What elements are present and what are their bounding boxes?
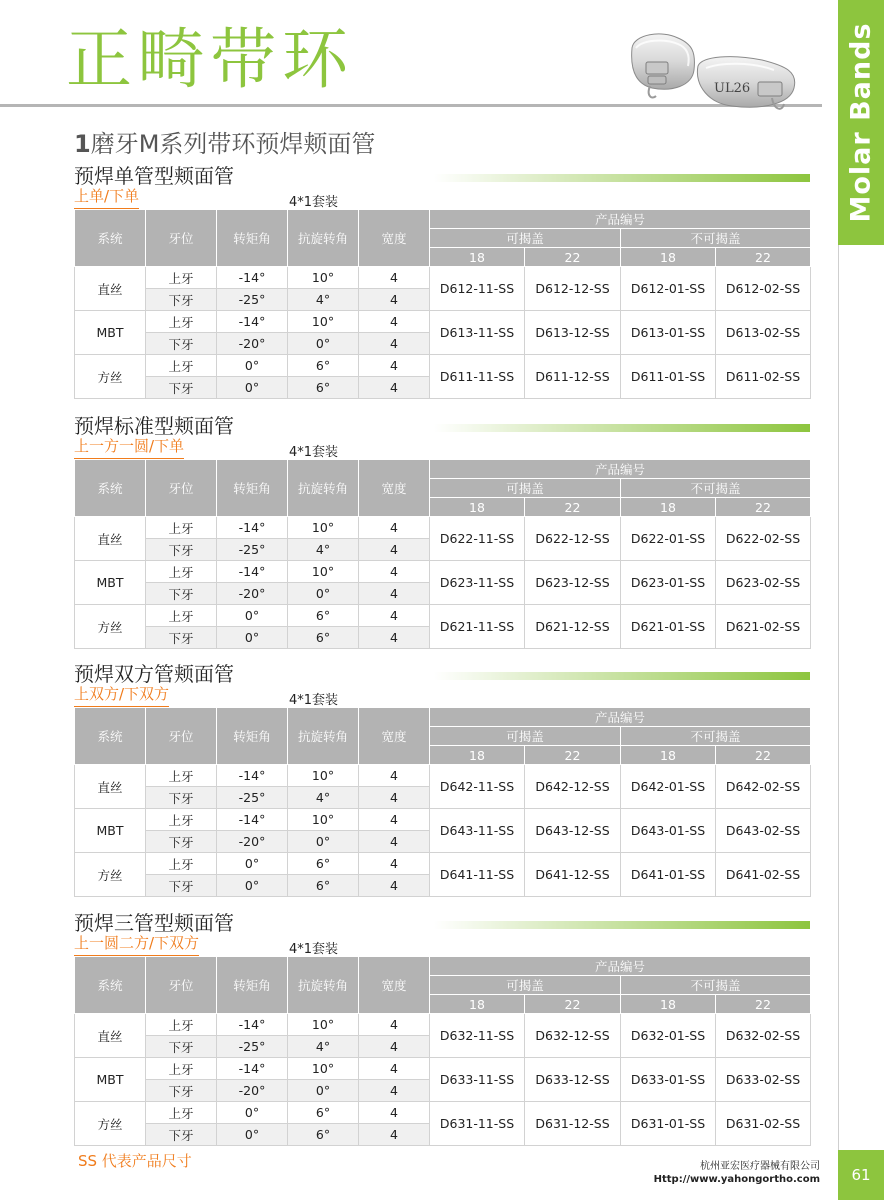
product-code-cell: D642-02-SS [716,765,811,809]
tooth-cell: 下牙 [146,1124,217,1146]
product-code-cell: D621-01-SS [621,605,716,649]
rotation-cell: 6° [288,1124,359,1146]
header-size-18: 18 [621,746,716,765]
torque-cell: 0° [217,627,288,649]
header-size-22: 22 [525,995,621,1014]
tooth-cell: 上牙 [146,517,217,539]
product-code-cell: D621-02-SS [716,605,811,649]
product-code-cell: D622-12-SS [525,517,621,561]
table-row [75,561,811,583]
company-name: 杭州亚宏医疗器械有限公司 [700,1161,820,1172]
torque-cell: -20° [217,333,288,355]
width-cell: 4 [359,831,430,853]
block-title: 预焊单管型颊面管 [74,164,234,188]
width-cell: 4 [359,875,430,897]
header-size-18: 18 [621,248,716,267]
product-code-cell: D613-01-SS [621,311,716,355]
product-code-cell: D623-01-SS [621,561,716,605]
header-torque: 转矩角 [217,460,288,517]
product-code-cell: D632-11-SS [430,1014,525,1058]
product-code-cell: D622-11-SS [430,517,525,561]
page-title: 正畸带环 [66,21,354,98]
torque-cell: -14° [217,517,288,539]
width-cell: 4 [359,311,430,333]
product-code-cell: D623-11-SS [430,561,525,605]
product-code-cell: D641-01-SS [621,853,716,897]
rotation-cell: 6° [288,355,359,377]
block-subtitle: 上单/下单 [74,186,139,209]
rotation-cell: 6° [288,605,359,627]
torque-cell: -20° [217,831,288,853]
product-code-cell: D611-02-SS [716,355,811,399]
width-cell: 4 [359,627,430,649]
header-tooth: 牙位 [146,460,217,517]
product-code-cell: D613-11-SS [430,311,525,355]
tooth-cell: 下牙 [146,787,217,809]
product-code-cell: D643-02-SS [716,809,811,853]
torque-cell: -25° [217,1036,288,1058]
header-non-removable: 不可揭盖 [621,976,811,995]
tooth-cell: 下牙 [146,289,217,311]
product-code-cell: D642-12-SS [525,765,621,809]
torque-cell: -14° [217,267,288,289]
rotation-cell: 10° [288,1014,359,1036]
rotation-cell: 0° [288,1080,359,1102]
rotation-cell: 10° [288,765,359,787]
header-product-code: 产品编号 [430,210,811,229]
header-width: 宽度 [359,957,430,1014]
product-block [74,410,810,650]
width-cell: 4 [359,605,430,627]
width-cell: 4 [359,333,430,355]
header-width: 宽度 [359,460,430,517]
page-number: 61 [851,1166,871,1184]
product-code-cell: D613-12-SS [525,311,621,355]
product-code-cell: D621-12-SS [525,605,621,649]
block-accent-line [434,672,810,680]
system-cell: 直丝 [75,267,146,311]
product-code-cell: D643-12-SS [525,809,621,853]
width-cell: 4 [359,1080,430,1102]
torque-cell: 0° [217,605,288,627]
block-accent-line [434,921,810,929]
pack-spec: 4*1套装 [289,445,339,460]
tooth-cell: 下牙 [146,583,217,605]
header-size-22: 22 [716,248,811,267]
block-accent-line [434,424,810,432]
section-heading [74,124,375,159]
rotation-cell: 0° [288,333,359,355]
block-accent-line [434,174,810,182]
width-cell: 4 [359,1014,430,1036]
product-code-cell: D612-12-SS [525,267,621,311]
product-code-cell: D612-01-SS [621,267,716,311]
table-row [75,853,811,875]
rotation-cell: 4° [288,787,359,809]
product-code-cell: D611-01-SS [621,355,716,399]
block-title: 预焊三管型颊面管 [74,911,234,935]
product-code-cell: D631-11-SS [430,1102,525,1146]
header-removable: 可揭盖 [430,727,621,746]
tooth-cell: 上牙 [146,853,217,875]
tooth-cell: 下牙 [146,377,217,399]
header-rotation: 抗旋转角 [288,957,359,1014]
torque-cell: -25° [217,289,288,311]
product-code-cell: D632-12-SS [525,1014,621,1058]
block-subtitle: 上一圆二方/下双方 [74,933,199,956]
header-rotation: 抗旋转角 [288,460,359,517]
product-code-cell: D642-01-SS [621,765,716,809]
table-row [75,765,811,787]
header-size-22: 22 [525,498,621,517]
header-size-18: 18 [621,995,716,1014]
torque-cell: -14° [217,1014,288,1036]
header-system: 系统 [75,957,146,1014]
torque-cell: -14° [217,561,288,583]
product-code-cell: D641-12-SS [525,853,621,897]
tooth-cell: 下牙 [146,627,217,649]
product-code-cell: D633-12-SS [525,1058,621,1102]
product-code-cell: D641-11-SS [430,853,525,897]
product-code-cell: D632-01-SS [621,1014,716,1058]
rotation-cell: 10° [288,1058,359,1080]
width-cell: 4 [359,809,430,831]
tooth-cell: 上牙 [146,1058,217,1080]
header-removable: 可揭盖 [430,479,621,498]
system-cell: 直丝 [75,765,146,809]
side-title [838,0,884,245]
header-system: 系统 [75,210,146,267]
system-cell: MBT [75,311,146,355]
torque-cell: -14° [217,765,288,787]
molar-band-image [622,26,818,122]
header-non-removable: 不可揭盖 [621,229,811,248]
header-tooth: 牙位 [146,708,217,765]
width-cell: 4 [359,765,430,787]
table-row [75,605,811,627]
spec-table [74,209,811,399]
product-code-cell: D611-12-SS [525,355,621,399]
header-size-22: 22 [716,995,811,1014]
product-code-cell: D622-02-SS [716,517,811,561]
pack-spec: 4*1套装 [289,942,339,957]
system-cell: 方丝 [75,605,146,649]
tooth-cell: 上牙 [146,809,217,831]
tooth-cell: 上牙 [146,311,217,333]
header-rotation: 抗旋转角 [288,708,359,765]
width-cell: 4 [359,289,430,311]
header-size-18: 18 [430,746,525,765]
tooth-cell: 上牙 [146,1102,217,1124]
torque-cell: 0° [217,1102,288,1124]
torque-cell: -25° [217,539,288,561]
block-subtitle: 上一方一圆/下单 [74,436,184,459]
torque-cell: 0° [217,1124,288,1146]
system-cell: 方丝 [75,1102,146,1146]
table-row [75,1014,811,1036]
product-code-cell: D633-01-SS [621,1058,716,1102]
product-code-cell: D631-02-SS [716,1102,811,1146]
header-width: 宽度 [359,210,430,267]
pack-spec: 4*1套装 [289,195,339,210]
width-cell: 4 [359,561,430,583]
page-number-box [838,1150,884,1200]
spec-table [74,707,811,897]
rotation-cell: 6° [288,377,359,399]
company-info [654,1160,820,1186]
header-system: 系统 [75,708,146,765]
width-cell: 4 [359,267,430,289]
rotation-cell: 6° [288,1102,359,1124]
torque-cell: 0° [217,377,288,399]
svg-text:UL26: UL26 [714,81,751,96]
tooth-cell: 下牙 [146,1080,217,1102]
system-cell: 直丝 [75,1014,146,1058]
torque-cell: 0° [217,355,288,377]
header-product-code: 产品编号 [430,460,811,479]
torque-cell: -20° [217,583,288,605]
tooth-cell: 上牙 [146,765,217,787]
tooth-cell: 下牙 [146,1036,217,1058]
header-rotation: 抗旋转角 [288,210,359,267]
rotation-cell: 4° [288,289,359,311]
product-block [74,907,810,1147]
rotation-cell: 6° [288,853,359,875]
rotation-cell: 4° [288,539,359,561]
header-size-22: 22 [716,746,811,765]
tooth-cell: 上牙 [146,605,217,627]
table-row [75,1102,811,1124]
product-code-cell: D623-12-SS [525,561,621,605]
product-code-cell: D622-01-SS [621,517,716,561]
system-cell: MBT [75,561,146,605]
rotation-cell: 10° [288,517,359,539]
tooth-cell: 下牙 [146,539,217,561]
header-size-18: 18 [430,248,525,267]
product-block [74,160,810,400]
block-title: 预焊双方管颊面管 [74,662,234,686]
product-code-cell: D623-02-SS [716,561,811,605]
torque-cell: 0° [217,875,288,897]
rotation-cell: 10° [288,561,359,583]
product-code-cell: D631-01-SS [621,1102,716,1146]
system-cell: 直丝 [75,517,146,561]
product-code-cell: D643-01-SS [621,809,716,853]
spec-table [74,956,811,1146]
header-torque: 转矩角 [217,210,288,267]
rotation-cell: 6° [288,627,359,649]
pack-spec: 4*1套装 [289,693,339,708]
width-cell: 4 [359,377,430,399]
side-strip-panel [838,245,884,1150]
width-cell: 4 [359,583,430,605]
tooth-cell: 上牙 [146,1014,217,1036]
block-title: 预焊标准型颊面管 [74,414,234,438]
torque-cell: 0° [217,853,288,875]
header-product-code: 产品编号 [430,957,811,976]
table-row [75,517,811,539]
tooth-cell: 下牙 [146,333,217,355]
system-cell: 方丝 [75,853,146,897]
spec-table [74,459,811,649]
torque-cell: -25° [217,787,288,809]
tooth-cell: 上牙 [146,355,217,377]
product-block [74,658,810,898]
header-tooth: 牙位 [146,957,217,1014]
rotation-cell: 10° [288,267,359,289]
product-code-cell: D642-11-SS [430,765,525,809]
header-removable: 可揭盖 [430,976,621,995]
rotation-cell: 0° [288,583,359,605]
product-code-cell: D643-11-SS [430,809,525,853]
table-row [75,355,811,377]
header-size-22: 22 [525,746,621,765]
header-removable: 可揭盖 [430,229,621,248]
rotation-cell: 10° [288,809,359,831]
header-non-removable: 不可揭盖 [621,727,811,746]
section-number: 1 [74,130,91,158]
width-cell: 4 [359,355,430,377]
header-torque: 转矩角 [217,708,288,765]
tooth-cell: 下牙 [146,831,217,853]
table-row [75,809,811,831]
product-code-cell: D612-11-SS [430,267,525,311]
torque-cell: -20° [217,1080,288,1102]
table-row [75,267,811,289]
side-title-label: Molar Bands [845,22,877,223]
product-code-cell: D612-02-SS [716,267,811,311]
header-size-22: 22 [716,498,811,517]
width-cell: 4 [359,539,430,561]
width-cell: 4 [359,787,430,809]
system-cell: MBT [75,809,146,853]
width-cell: 4 [359,1036,430,1058]
product-code-cell: D621-11-SS [430,605,525,649]
product-code-cell: D631-12-SS [525,1102,621,1146]
rotation-cell: 4° [288,1036,359,1058]
rotation-cell: 6° [288,875,359,897]
header-size-22: 22 [525,248,621,267]
header-product-code: 产品编号 [430,708,811,727]
product-code-cell: D633-02-SS [716,1058,811,1102]
rotation-cell: 10° [288,311,359,333]
tooth-cell: 上牙 [146,267,217,289]
product-code-cell: D633-11-SS [430,1058,525,1102]
torque-cell: -14° [217,1058,288,1080]
table-row [75,311,811,333]
product-code-cell: D611-11-SS [430,355,525,399]
product-code-cell: D613-02-SS [716,311,811,355]
rotation-cell: 0° [288,831,359,853]
header-torque: 转矩角 [217,957,288,1014]
torque-cell: -14° [217,311,288,333]
product-code-cell: D641-02-SS [716,853,811,897]
table-row [75,1058,811,1080]
header-size-18: 18 [430,995,525,1014]
header-size-18: 18 [430,498,525,517]
tooth-cell: 下牙 [146,875,217,897]
header-width: 宽度 [359,708,430,765]
product-code-cell: D632-02-SS [716,1014,811,1058]
header-size-18: 18 [621,498,716,517]
width-cell: 4 [359,517,430,539]
width-cell: 4 [359,853,430,875]
header-tooth: 牙位 [146,210,217,267]
torque-cell: -14° [217,809,288,831]
header-system: 系统 [75,460,146,517]
footnote: SS 代表产品尺寸 [78,1152,192,1170]
width-cell: 4 [359,1102,430,1124]
section-title: 磨牙M系列带环预焊颊面管 [90,130,376,158]
width-cell: 4 [359,1124,430,1146]
company-url[interactable]: Http://www.yahongortho.com [653,1174,820,1185]
block-subtitle: 上双方/下双方 [74,684,169,707]
system-cell: MBT [75,1058,146,1102]
tooth-cell: 上牙 [146,561,217,583]
width-cell: 4 [359,1058,430,1080]
header-non-removable: 不可揭盖 [621,479,811,498]
system-cell: 方丝 [75,355,146,399]
